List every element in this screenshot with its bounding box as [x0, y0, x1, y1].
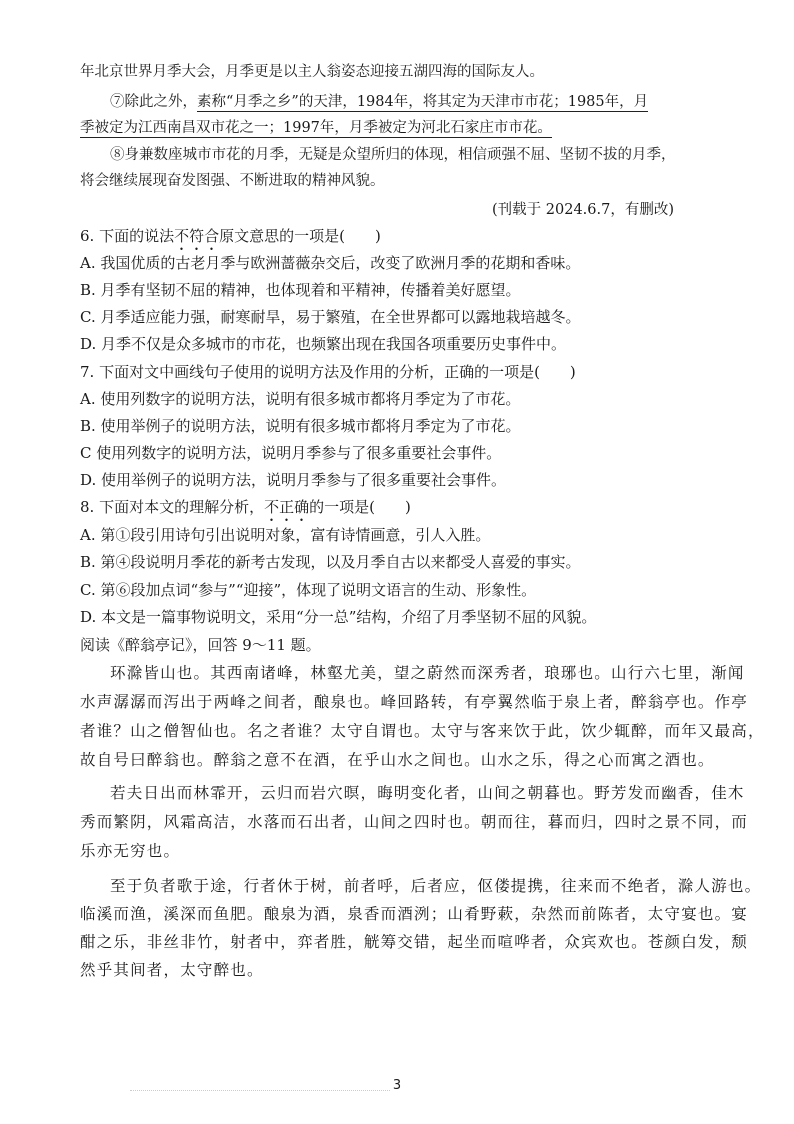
- question-6-option-d: D. 月季不仅是众多城市的市花，也频繁出现在我国各项重要历史事件中。: [80, 335, 567, 353]
- passage-p2-line-2: 秀而繁阴，风霜高洁，水落而石出者，山间之四时也。朝而往，暮而归，四时之景不同，而: [80, 813, 749, 831]
- paragraph-8-line-1: ⑧身兼数座城市市花的月季，无疑是众望所归的体现，相信顽强不屈、坚韧不拔的月季，: [110, 147, 676, 163]
- question-8-text: 8. 下面对本文的理解分析，: [80, 498, 265, 516]
- question-6-text-end: 原文意思的一项是( ): [219, 227, 381, 245]
- question-8-option-b: B. 第④段说明月季花的新考古发现，以及月季自古以来都受人喜爱的事实。: [80, 553, 581, 571]
- question-6-option-b: B. 月季有坚韧不屈的精神，也体现着和平精神，传播着美好愿望。: [80, 281, 521, 299]
- paragraph-7-line-1: [110, 92, 734, 112]
- paragraph-7-lead: ⑦除此之外，: [110, 94, 197, 110]
- question-6-option-a: A. 我国优质的古老月季与欧洲蔷薇杂交后，改变了欧洲月季的花期和香味。: [80, 254, 581, 272]
- passage-p3-line-3: 酣之乐，非丝非竹，射者中，弈者胜，觥筹交错，起坐而喧哗者，众宾欢也。苍颜白发，颓: [80, 933, 749, 951]
- question-6-stem: [80, 226, 734, 254]
- question-7-option-a: A. 使用列数字的说明方法，说明有很多城市都将月季定为了市花。: [80, 390, 521, 408]
- passage-p1-line-1: 环滁皆山也。其西南诸峰，林壑尤美，望之蔚然而深秀者，琅琊也。山行六七里，渐闻: [110, 664, 745, 682]
- page-number: 3: [392, 1078, 402, 1093]
- reading-instruction: 阅读《醉翁亭记》，回答 9～11 题。: [80, 636, 321, 654]
- passage-p1-line-4: 故自号曰醉翁也。醉翁之意不在酒，在乎山水之间也。山水之乐，得之心而寓之酒也。: [80, 751, 715, 769]
- question-8-option-c: C. 第⑥段加点词“参与”“迎接”，体现了说明文语言的生动、形象性。: [80, 581, 537, 599]
- question-8-option-d: D. 本文是一篇事物说明文，采用“分一总”结构，介绍了月季坚韧不屈的风貌。: [80, 608, 597, 626]
- question-8-emphasis: 不正确: [264, 498, 310, 516]
- passage-p3-line-1: 至于负者歌于途，行者休于树，前者呼，后者应，伛偻提携，往来而不绝者，滁人游也。: [110, 877, 762, 895]
- question-7-option-d: D. 使用举例子的说明方法，说明月季参与了很多重要社会事件。: [80, 471, 507, 489]
- source-note: (刊载于 2024.6.7，有删改): [492, 202, 674, 218]
- passage-p1-line-2: 水声潺潺而泻出于两峰之间者，酿泉也。峰回路转，有亭翼然临于泉上者，醉翁亭也。作亭: [80, 693, 749, 711]
- question-7-stem: 7. 下面对文中画线句子使用的说明方法及作用的分析，正确的一项是( ): [80, 363, 576, 381]
- paragraph-continuation: 年北京世界月季大会，月季更是以主人翁姿态迎接五湖四海的国际友人。: [80, 64, 544, 80]
- passage-p1-line-3: 者谁？山之僧智仙也。名之者谁？太守自谓也。太守与客来饮于此，饮少辄醉，而年又最高，: [80, 722, 765, 740]
- paragraph-8-line-2: 将会继续展现奋发图强、不断进取的精神风貌。: [80, 173, 385, 189]
- passage-p2-line-1: 若夫日出而林霏开，云归而岩穴暝，晦明变化者，山间之朝暮也。野芳发而幽香，佳木: [110, 784, 745, 802]
- question-6-option-c: C. 月季适应能力强，耐寒耐旱，易于繁殖，在全世界都可以露地栽培越冬。: [80, 308, 581, 326]
- passage-p3-line-4: 然乎其间者，太守醉也。: [80, 961, 264, 979]
- underlined-sentence-end: 季被定为江西南昌双市花之一；1997年，月季被定为河北石家庄市市花。: [80, 120, 552, 136]
- passage-p3-line-2: 临溪而渔，溪深而鱼肥。酿泉为酒，泉香而酒洌；山肴野蔌，杂然而前陈者，太守宴也。宴: [80, 905, 749, 923]
- question-6-text: 6. 下面的说法: [80, 227, 175, 245]
- paragraph-7-line-2: [80, 118, 734, 138]
- question-6-emphasis: 不符合: [174, 227, 220, 245]
- question-8-option-a: A. 第①段引用诗句引出说明对象，富有诗情画意，引人入胜。: [80, 526, 491, 544]
- question-8-stem: [80, 497, 734, 525]
- question-8-text-end: 的一项是( ): [309, 498, 411, 516]
- question-7-option-b: B. 使用举例子的说明方法，说明有很多城市都将月季定为了市花。: [80, 417, 521, 435]
- passage-p2-line-3: 乐亦无穷也。: [80, 842, 181, 860]
- question-7-option-c: C 使用列数字的说明方法，说明月季参与了很多重要社会事件。: [80, 444, 502, 462]
- underlined-sentence: 素称“月季之乡”的天津，1984年，将其定为天津市市花；1985年，月: [197, 94, 649, 110]
